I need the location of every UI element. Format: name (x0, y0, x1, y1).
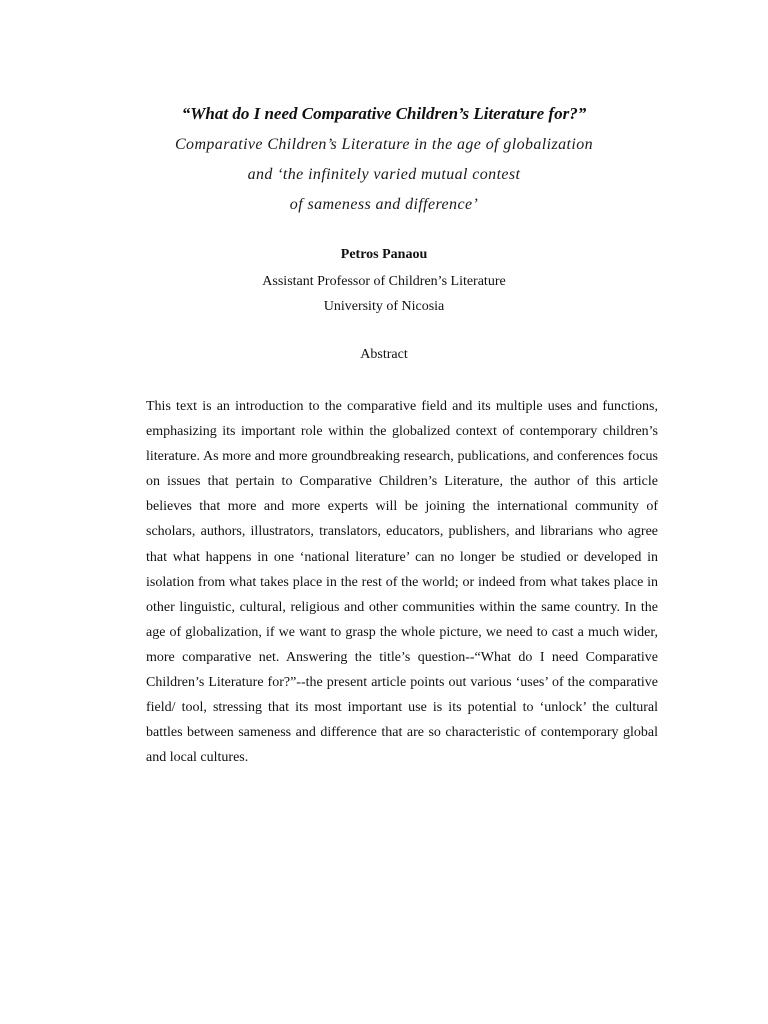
author-institution: University of Nicosia (323, 299, 445, 314)
author-block (0, 244, 768, 319)
author-position: Assistant Professor of Children’s Literature (262, 274, 506, 289)
subtitle-line-3: of sameness and difference’ (289, 196, 479, 213)
paper-title: “What do I need Comparative Children’s Literature for?” (181, 104, 587, 123)
subtitle-line-1: Comparative Children’s Literature in the age of globalization (174, 136, 594, 153)
abstract-body: This text is an introduction to the comparative field and its multiple uses and functions, emphasizing its important role within the globalized context of contemporary children’s literature. As more and more groundbreaking research, publications, and conferences focus on issues that pertain to Comparative Children’s Literature, the author of this article believes that more and more experts will be joining the international community of scholars, authors, illustrators, translators, educators, publishers, and librarians who agree that what happens in one ‘national literature’ can no longer be studied or developed in isolation from what takes place in the rest of the world; or indeed from what takes place in other linguistic, cultural, religious and other communities within the same country. In the age of globalization, if we want to grasp the whole picture, we need to cast a much wider, more comparative net. Answering the title’s question--“What do I need Comparative Children’s Literature for?”--the present article points out various ‘uses’ of the comparative field/ tool, stressing that its most important use is its potential to ‘unlock’ the cultural battles between sameness and difference that are so characteristic of contemporary global and local cultures. (146, 399, 658, 766)
title-block (0, 98, 768, 220)
abstract-heading: Abstract (360, 347, 408, 362)
subtitle-line-2: and ‘the infinitely varied mutual contest (247, 166, 521, 183)
author-name: Petros Panaou (340, 247, 428, 262)
